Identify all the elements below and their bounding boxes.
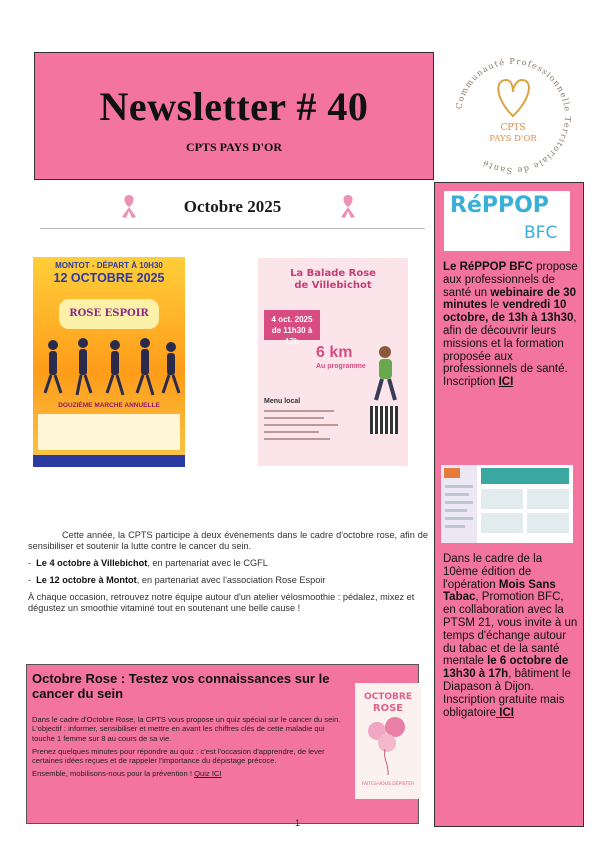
quiz-paragraph-1: Dans le cadre d'Octobre Rose, la CPTS vous propose un quiz spécial sur le cancer du sein. L'objectif : informer, sensibiliser et mettre en avant les chiffres clés de cette maladie qui touche 1 femme sur 8 au cours de sa vie.: [32, 715, 341, 743]
image-rose: ROSE: [372, 703, 404, 714]
octobre-rose-image: [355, 683, 421, 799]
montot-poster[interactable]: [33, 257, 185, 467]
poster-date-line-2: de 11h30 à 17h: [271, 326, 313, 346]
poster-menu: Menu local: [264, 398, 301, 405]
month-title: Octobre 2025: [183, 197, 282, 216]
poster-villebichot-title-1: La Balade Rose: [290, 268, 376, 279]
mois-b1: Mois Sans Tabac: [443, 578, 556, 604]
quiz-box: [26, 664, 419, 824]
bullet-montot: - Le 12 octobre à Montot, en partenariat avec l'association Rose Espoir: [28, 575, 326, 585]
logo-name-2: PAYS D'OR: [489, 134, 537, 144]
mois-t2: , Promotion BFC, en collaboration avec la PTSM 21, vous invite à un temps d'échange autour du tabac et de la santé mentale: [443, 591, 578, 668]
image-depister: FAITES-VOUS DÉPISTER: [361, 782, 415, 787]
poster-date-line-1: 4 oct. 2025: [271, 315, 313, 324]
bullet-2-bold: Le 12 octobre à Montot: [36, 575, 137, 585]
bullet-1-rest: , en partenariat avec le CGFL: [147, 558, 268, 568]
walker-illustration: [368, 344, 402, 404]
bullet-villebichot: - Le 4 octobre à Villebichot, en partenariat avec le CGFL: [28, 558, 268, 568]
mois-t3: , bâtiment le Diapason à Dijon. Inscription gratuite mais obligatoire: [443, 668, 571, 719]
runners-illustration: [33, 335, 185, 401]
poster-programme: Au programme: [316, 363, 366, 370]
poster-montot-top: MONTOT - DÉPART À 10H30: [55, 261, 163, 270]
newsletter-title: Newsletter # 40: [99, 84, 369, 129]
mois-sans-tabac-description: [443, 553, 579, 719]
reppop-logo-text: RéPPOP: [450, 193, 549, 218]
quiz-paragraph-2: Prenez quelques minutes pour répondre au quiz : c'est l'occasion d'apprendre, de lever certaines idées reçues et de rappeler l'importance du dépistage précoce.: [32, 746, 325, 766]
quiz-link[interactable]: Quiz ICI: [194, 769, 222, 779]
rose-espoir-logo: ROSE ESPOIR: [59, 299, 159, 329]
image-octobre: OCTOBRE: [364, 692, 412, 702]
poster-montot-band: DOUZIÈME MARCHE ANNUELLE: [58, 402, 160, 409]
poster-menu-lines: [264, 410, 342, 445]
reppop-t1: propose aux professionnels de santé un: [443, 261, 578, 299]
events-closing: À chaque occasion, retrouvez notre équipe autour d'un atelier vélosmoothie : pédalez, mixez et dégustez un smoothie vitaminé tout en soutenant une belle cause !: [28, 592, 415, 613]
reppop-b1: Le RéPPOP BFC: [443, 261, 533, 273]
quiz-text: [32, 715, 347, 782]
month-row: [40, 193, 425, 221]
poster-villebichot-title: [258, 268, 408, 292]
cpts-logo: [440, 52, 586, 180]
poster-footer-bar: [33, 455, 185, 467]
sidebar: [434, 182, 584, 827]
bullet-1-bold: Le 4 octobre à Villebichot: [36, 558, 148, 568]
quiz-paragraph-3: [32, 769, 347, 778]
reppop-description: [443, 261, 579, 389]
poster-info-box: [38, 414, 180, 450]
poster-villebichot-date: [264, 310, 320, 346]
reppop-b3: vendredi 10 octobre, de 13h à 13h30: [443, 299, 574, 325]
poster-montot-date: 12 OCTOBRE 2025: [53, 271, 165, 285]
reppop-logo-bfc: BFC: [524, 223, 558, 243]
qr-code: [370, 406, 398, 434]
reppop-t3: , afin de découvrir leurs missions et la formation proposée aux professionnels de santé. Inscription: [443, 312, 577, 389]
page-number: 1: [294, 818, 300, 828]
mois-sans-tabac-image: [441, 465, 573, 543]
reppop-link[interactable]: ICI: [498, 376, 514, 389]
logo-name-1: CPTS: [500, 123, 526, 133]
events-intro: Cette année, la CPTS participe à deux évènements dans le cadre d'octobre rose, afin de sensibiliser et soutenir la lutte contre le cancer du sein.: [28, 530, 428, 551]
reppop-logo: [444, 191, 570, 251]
villebichot-poster[interactable]: [258, 258, 408, 466]
quiz-title: Octobre Rose : Testez vos connaissances sur le cancer du sein: [32, 671, 330, 701]
poster-km: 6 km: [316, 344, 353, 361]
quiz-p3-text: Ensemble, mobilisons-nous pour la prévention !: [32, 769, 195, 779]
poster-villebichot-title-2: de Villebichot: [294, 280, 372, 291]
mois-b2: le 6 octobre de 13h30 à 17h: [443, 655, 569, 681]
pink-ribbon-icon: [337, 193, 359, 219]
bullet-2-rest: , en partenariat avec l'association Rose Espoir: [136, 575, 326, 585]
mois-link[interactable]: ICI: [496, 706, 514, 719]
mois-t1: Dans le cadre de la 10ème édition de l'opération: [443, 553, 543, 591]
divider: [40, 228, 425, 229]
reppop-t2: le: [487, 299, 503, 312]
events-text: [28, 530, 428, 620]
newsletter-header: [34, 52, 434, 180]
reppop-b2: webinaire de 30 minutes: [443, 286, 576, 312]
logo-ring-text: Communauté Professionnelle Territoriale de Santé: [453, 55, 574, 177]
newsletter-subtitle: CPTS PAYS D'OR: [185, 140, 283, 154]
